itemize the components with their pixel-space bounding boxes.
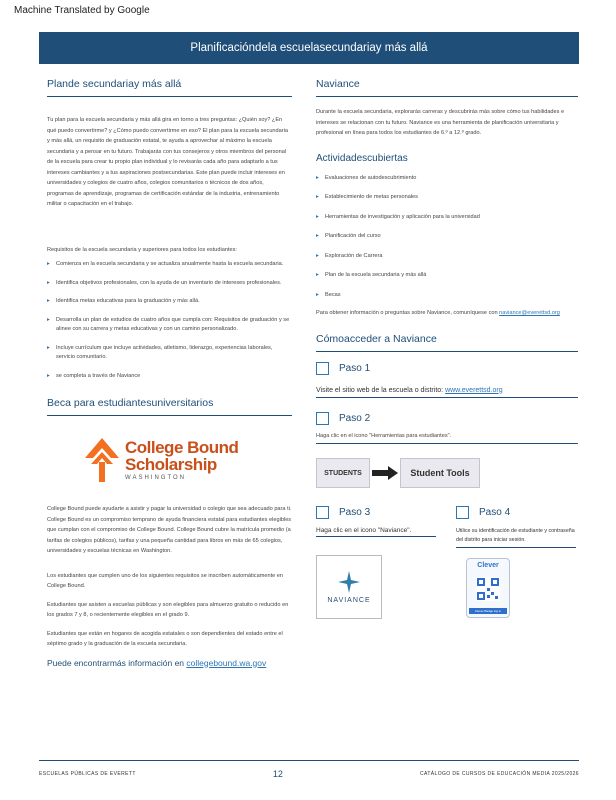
student-tools-graphic [316,458,578,488]
step-2-header [316,412,578,425]
page-banner [39,32,579,64]
naviance-section-title: Naviance [316,78,578,97]
bullet-icon: ▸ [47,316,50,323]
collegebound-link[interactable]: collegebound.wa.gov [186,657,267,668]
activity-item: ▸ Evaluaciones de autodescubrimiento [316,174,578,184]
machine-translated-note: Machine Translated by Google [14,5,150,16]
activity-item: ▸ Planificación del curso [316,232,578,242]
requirements-intro: Requisitos de la escuela secundaria y superiores para todos los estudiantes: [47,246,237,253]
step-1-checkbox[interactable] [316,362,329,375]
bullet-icon: ▸ [47,298,50,304]
student-tools-button[interactable]: Student Tools [400,458,480,488]
right-column [316,78,578,619]
clever-badge-card[interactable] [466,558,510,618]
plan-section-title: Plande secundariay más allá [47,78,292,97]
activity-item: ▸ Herramientas de investigación y aplicación para la universidad [316,213,578,223]
requirement-item: ▸ Identifica metas educativas para la graduación y más allá. [47,297,292,307]
requirement-item: ▸ se completa a través de Naviance [47,372,292,382]
access-section-title: Cómoacceder a Naviance [316,333,578,352]
step-4-label: Paso 4 [479,507,511,518]
requirement-item: ▸ Comienza en la escuela secundaria y se actualiza anualmente hasta la escuela secundaria. [47,260,292,270]
step-2-label: Paso 2 [339,412,371,424]
bullet-icon: ▸ [316,213,319,220]
footer-district: ESCUELAS PÚBLICAS DE EVERETT [39,771,136,777]
requirement-item: ▸ Incluye currículum que incluye actividades, atletismo, liderazgo, experiencias laborales, servicio comunitario. [47,344,292,363]
logo-line-3: WASHINGTON [125,475,187,481]
left-column [47,78,292,668]
activity-item: ▸ Establecimiento de metas personales [316,193,578,203]
more-info-line: Puede encontrarmás información en collegebound.wa.gov [47,657,267,668]
bullet-icon: ▸ [47,261,50,267]
activities-title: Actividadescubiertas [316,152,408,164]
naviance-compass-icon [338,571,360,593]
step-2-checkbox[interactable] [316,412,329,425]
clever-label: Clever [477,562,499,569]
activity-item: ▸ Plan de la escuela secundaria y más allá [316,271,578,281]
naviance-email-link[interactable]: naviance@everettsd.org [499,310,560,316]
naviance-logo-text: NAVIANCE [327,596,371,604]
step-3 [316,506,436,619]
step-3-label: Paso 3 [339,507,371,518]
bullet-icon: ▸ [47,279,50,286]
everettsd-link[interactable]: www.everettsd.org [445,386,503,394]
arrow-right-icon [370,466,400,480]
step-1-label: Paso 1 [339,362,371,374]
scholarship-paragraph-1: College Bound puede ayudarte a asistir y pagar la universidad o colegio que sea adecuado para ti. College Bound es un compromiso temprano de ayuda financiera estatal para estudiantes elegibles que cumplan con el compromiso de College Bound. College Bound cubre la matrícula promedio (a tarifas de colegios públicos), tarifas y una pequeña cantidad para libros en más de 65 colegios, universidades y escuelas técnicas en Washington. [47,506,292,554]
requirement-item: ▸ Identifica objetivos profesionales, con la ayuda de un inventario de intereses profesionales. [47,279,292,289]
bullet-icon: ▸ [316,272,319,278]
requirements-list [47,260,292,381]
step-2-text: Haga clic en el icono "Herramientas para estudiantes". [316,431,578,445]
step-4-header [456,506,576,519]
step-3-checkbox[interactable] [316,506,329,519]
page-footer [39,760,579,779]
college-bound-logo [85,432,292,488]
naviance-paragraph: Durante la escuela secundaria, explorarás carreras y descubrirás más sobre cómo tus habilidades e intereses se relacionan con tu futuro. Naviance es una herramienta de planificación universitaria y profesional en línea para todos los estudiantes de 6.º a 12.º grado. [316,109,565,136]
logo-line-2: Scholarship [125,455,217,474]
logo-line-1: College Bound [125,438,239,457]
bullet-icon: ▸ [47,372,50,379]
scholarship-logo-icon [85,438,119,482]
bullet-icon: ▸ [47,344,50,351]
scholarship-paragraph-4: Estudiantes que están en hogares de acogida estatales o son dependientes del estado entre el séptimo grado y la graduación de la escuela secundaria. [47,630,283,647]
bullet-icon: ▸ [316,252,319,259]
step-3-header [316,506,436,519]
activities-list [316,174,578,301]
clever-badge-button: Clever Badge log in [469,608,507,614]
step-4-checkbox[interactable] [456,506,469,519]
bullet-icon: ▸ [316,291,319,298]
step-1-text: Visite el sitio web de la escuela o distrito: www.everettsd.org [316,387,578,398]
bullet-icon: ▸ [316,194,319,200]
step-3-text: Haga clic en el icono "Naviance". [316,527,436,537]
qr-code-icon [476,577,500,601]
scholarship-section-title: Beca para estudiantesuniversitarios [47,397,292,416]
bullet-icon: ▸ [316,174,319,181]
footer-catalog: CATÁLOGO DE CURSOS DE EDUCACIÓN MEDIA 2025/2026 [419,771,579,777]
step-4-text: Utilice su identificación de estudiante y contraseña del distrito para iniciar sesión. [456,527,576,548]
activity-item: ▸ Becas [316,291,578,301]
step-1-header [316,362,578,375]
plan-paragraph: Tu plan para la escuela secundaria y más allá gira en torno a tres preguntas: ¿Quién soy? ¿En qué puedo convertirme? y ¿Cómo puedo convertirme en eso? El plan para la escuela secundaria y más allá, un requisito de graduación estatal, te ayuda a aprovechar al máximo la escuela secundaria y a pensar en tu futuro. Trabajarás con tus consejeros y otros miembros del personal de la escuela para crear tu propio plan individual y lo revisarás cada año para adaptarlo a tus intereses cambiantes y a tus aspiraciones postsecundarias. Este plan puede incluir intereses en universidades y colegios de cuatro años, colegios comunitarios o técnicos de dos años, programas de aprendizaje, programas de certificación estándar de la industria, entrenamiento militar o capacitación en el trabajo. [47,117,288,207]
step-4 [456,506,576,619]
naviance-app-icon[interactable] [316,555,382,619]
scholarship-paragraph-3: Estudiantes que asisten a escuelas públicas y son elegibles para almuerzo gratuito o reducido en los grados 7 y 8, o recientemente elegibles en el grado 9. [47,601,289,618]
contact-line: Para obtener información o preguntas sobre Naviance, comuníquese con naviance@everettsd.org [316,310,560,316]
bullet-icon: ▸ [316,233,319,239]
requirement-item: ▸ Desarrolla un plan de estudios de cuatro años que cumpla con: Requisitos de graduación y se alinee con su carrera y metas educativas y con un camino personalizado. [47,316,292,335]
scholarship-paragraph-2: Los estudiantes que cumplen uno de los siguientes requisitos se inscriben automáticamente en College Bound. [47,572,284,589]
page-number: 12 [272,769,283,779]
activity-item: ▸ Exploración de Carrera [316,252,578,262]
students-box: STUDENTS [316,458,370,488]
steps-3-4 [316,506,578,619]
banner-title: Planificacióndela escuelasecundariay más allá [190,42,428,54]
